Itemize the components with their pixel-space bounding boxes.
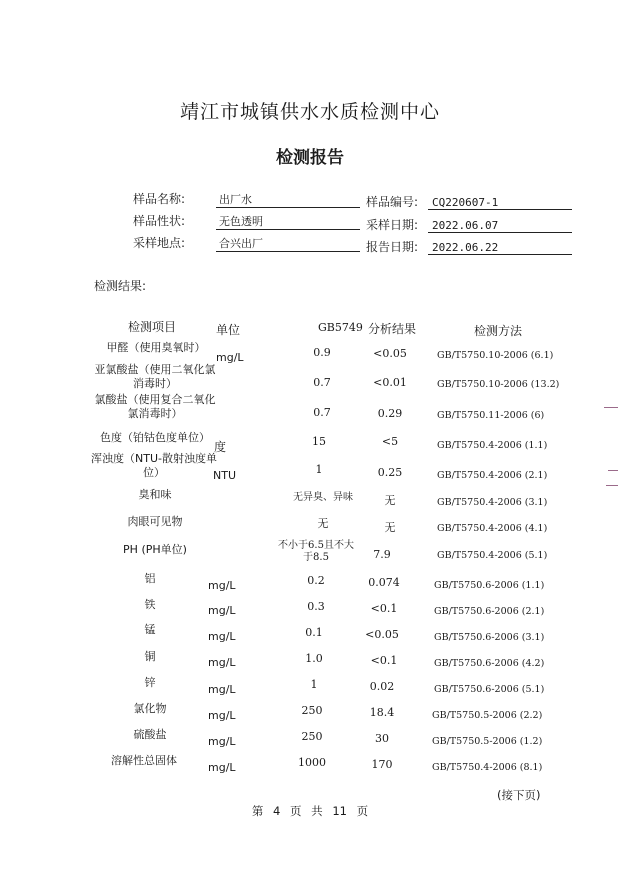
table-row-result: 7.9 — [373, 548, 391, 561]
table-row-item: 铜 — [144, 650, 156, 663]
table-row-standard: 1 — [315, 463, 323, 476]
table-row-standard: 250 — [301, 704, 323, 717]
table-row-item: 甲醛（使用臭氧时） — [106, 341, 206, 354]
table-row-method: GB/T5750.11-2006 (6) — [437, 410, 545, 421]
continued-note: (接下页) — [497, 788, 541, 802]
table-row-method: GB/T5750.4-2006 (2.1) — [437, 470, 548, 481]
table-row-item: 硫酸盐 — [133, 728, 167, 741]
table-row-method: GB/T5750.5-2006 (1.2) — [432, 736, 543, 747]
table-row-standard: 1000 — [298, 756, 326, 769]
table-row-method: GB/T5750.6-2006 (5.1) — [434, 684, 545, 695]
page-number — [0, 803, 620, 819]
table-row-item: 浑浊度（NTU-散射浊度单位） — [91, 452, 217, 479]
table-row-item: 色度（铂钴色度单位） — [100, 431, 210, 444]
sampling-place-value: 合兴出厂 — [216, 235, 360, 252]
table-row-item: 肉眼可见物 — [127, 515, 183, 528]
table-row-result: 18.4 — [369, 706, 395, 719]
table-row-standard: 无异臭、异味 — [293, 492, 353, 503]
table-row-unit: mg/L — [208, 761, 236, 774]
org-name: 靖江市城镇供水水质检测中心 — [179, 101, 440, 123]
table-row-result: 170 — [371, 758, 393, 771]
sample-name-label: 样品名称: — [133, 192, 186, 206]
table-row-unit: mg/L — [216, 351, 244, 364]
table-row-unit: mg/L — [208, 683, 236, 696]
table-row-item: 氯化物 — [133, 702, 167, 715]
table-row-method: GB/T5750.4-2006 (1.1) — [437, 440, 548, 451]
table-row-standard: 0.3 — [307, 600, 325, 613]
sampling-date-label: 采样日期: — [366, 218, 419, 232]
page-prefix: 第 — [251, 804, 264, 818]
table-row-method: GB/T5750.6-2006 (1.1) — [434, 580, 545, 591]
table-row-method: GB/T5750.4-2006 (5.1) — [437, 550, 548, 561]
table-row-method: GB/T5750.6-2006 (3.1) — [434, 632, 545, 643]
table-row-result: 30 — [375, 732, 389, 745]
table-row-standard: 0.7 — [313, 406, 331, 419]
header-unit: 单位 — [216, 323, 241, 337]
table-row-result: 无 — [384, 494, 396, 507]
table-row-result: 0.25 — [377, 466, 403, 479]
scan-mark — [608, 470, 618, 471]
table-row-result: <5 — [381, 435, 399, 448]
table-row-item: 亚氯酸盐（使用二氧化氯消毒时） — [94, 363, 216, 390]
table-row-method: GB/T5750.5-2006 (2.2) — [432, 710, 543, 721]
table-row-standard: 0.7 — [313, 376, 331, 389]
page-total: 11 — [332, 804, 347, 818]
table-row-standard: 无 — [317, 517, 329, 530]
table-row-unit: mg/L — [208, 604, 236, 617]
report-title: 检测报告 — [276, 148, 344, 168]
table-row-result: <0.1 — [370, 654, 398, 667]
header-standard: GB5749 — [318, 321, 363, 334]
table-row-standard: 0.1 — [305, 626, 323, 639]
table-row-result: <0.05 — [365, 628, 399, 641]
page-mid: 页 共 — [290, 804, 323, 818]
table-row-standard: 0.9 — [313, 346, 331, 359]
page-suffix: 页 — [356, 804, 369, 818]
table-row-standard: 1.0 — [305, 652, 323, 665]
page-current: 4 — [273, 804, 281, 818]
table-row-item: PH (PH单位) — [123, 543, 187, 556]
table-row-standard: 1 — [310, 678, 318, 691]
table-row-item: 臭和味 — [138, 488, 172, 501]
table-row-unit: mg/L — [208, 709, 236, 722]
table-row-item: 锌 — [144, 676, 156, 689]
table-row-result: <0.05 — [373, 347, 407, 360]
table-row-unit: mg/L — [208, 579, 236, 592]
table-row-item: 铝 — [144, 572, 156, 585]
table-row-unit: mg/L — [208, 630, 236, 643]
table-row-result: 0.29 — [377, 407, 403, 420]
table-row-method: GB/T5750.4-2006 (8.1) — [432, 762, 543, 773]
report-date-label: 报告日期: — [366, 240, 419, 254]
table-row-method: GB/T5750.10-2006 (6.1) — [437, 350, 554, 361]
table-row-item: 锰 — [144, 623, 156, 636]
table-row-item: 氯酸盐（使用复合二氧化氯消毒时） — [94, 393, 216, 420]
table-row-method: GB/T5750.10-2006 (13.2) — [437, 379, 560, 390]
table-row-item: 铁 — [144, 598, 156, 611]
sample-name-value: 出厂水 — [216, 191, 360, 208]
sample-state-label: 样品性状: — [133, 214, 186, 228]
table-row-result: <0.01 — [373, 376, 407, 389]
table-row-unit: NTU — [213, 469, 236, 482]
table-row-standard: 250 — [301, 730, 323, 743]
table-row-result: <0.1 — [370, 602, 398, 615]
table-row-standard: 15 — [312, 435, 326, 448]
sample-no-value: CQ220607-1 — [428, 196, 572, 210]
table-row-method: GB/T5750.6-2006 (2.1) — [434, 606, 545, 617]
table-row-result: 无 — [384, 521, 396, 534]
sample-no-label: 样品编号: — [366, 195, 419, 209]
table-row-unit: 度 — [214, 440, 227, 454]
table-row-method: GB/T5750.4-2006 (3.1) — [437, 497, 548, 508]
table-row-standard: 不小于6.5且不大于8.5 — [278, 540, 354, 563]
header-item: 检测项目 — [128, 320, 177, 334]
scan-mark — [604, 407, 618, 408]
table-row-result: 0.074 — [368, 576, 400, 589]
table-row-item: 溶解性总固体 — [111, 754, 177, 767]
results-label: 检测结果: — [94, 279, 147, 293]
scan-mark — [606, 485, 618, 486]
sampling-date-value: 2022.06.07 — [428, 219, 572, 233]
sampling-place-label: 采样地点: — [133, 236, 186, 250]
table-row-result: 0.02 — [369, 680, 395, 693]
report-date-value: 2022.06.22 — [428, 241, 572, 255]
sample-state-value: 无色透明 — [216, 213, 360, 230]
table-row-standard: 0.2 — [307, 574, 325, 587]
header-method: 检测方法 — [474, 324, 523, 338]
table-row-method: GB/T5750.4-2006 (4.1) — [437, 523, 548, 534]
table-row-unit: mg/L — [208, 735, 236, 748]
table-row-method: GB/T5750.6-2006 (4.2) — [434, 658, 545, 669]
header-result: 分析结果 — [368, 322, 417, 336]
table-row-unit: mg/L — [208, 656, 236, 669]
